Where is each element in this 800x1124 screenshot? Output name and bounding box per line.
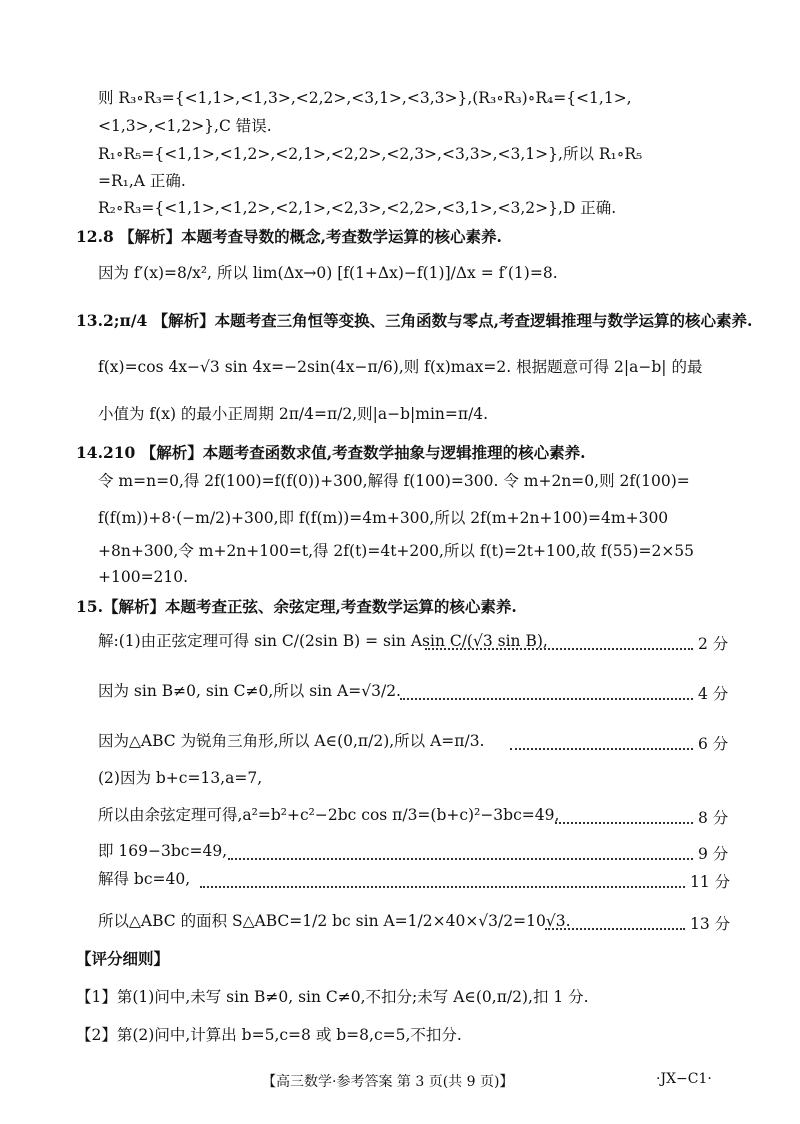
- rubric-item-2: 【2】第(2)问中,计算出 b=5,c=8 或 b=8,c=5,不扣分.: [76, 1026, 462, 1044]
- dotted-leader: [510, 746, 693, 750]
- q15-score-5: 8 分: [698, 809, 729, 827]
- dotted-leader: [400, 696, 693, 700]
- q14-line-4: +100=210.: [98, 568, 189, 586]
- q15-score-2: 4 分: [698, 685, 729, 703]
- q15-step-3: 因为△ABC 为锐角三角形,所以 A∈(0,π/2),所以 A=π/3.: [98, 732, 485, 750]
- relation-line-5: R₂∘R₃={<1,1>,<1,2>,<2,1>,<2,3>,<2,2>,<3,1>,<3,2>},D 正确.: [98, 199, 617, 217]
- q15-step-4: (2)因为 b+c=13,a=7,: [98, 769, 263, 787]
- q12-heading: 12.8 【解析】本题考查导数的概念,考查数学运算的核心素养.: [76, 227, 502, 246]
- q15-step-5: 所以由余弦定理可得,a²=b²+c²−2bc cos π/3=(b+c)²−3bc=49,: [98, 806, 560, 824]
- q14-line-2: f(f(m))+8·(−m/2)+300,即 f(f(m))=4m+300,所以 2f(m+2n+100)=4m+300: [98, 509, 669, 527]
- relation-line-4: =R₁,A 正确.: [98, 172, 186, 190]
- q14-heading: 14.210 【解析】本题考查函数求值,考查数学抽象与逻辑推理的核心素养.: [76, 443, 586, 462]
- q13-body-1: f(x)=cos 4x−√3 sin 4x=−2sin(4x−π/6),则 f(x)max=2. 根据题意可得 2|a−b| 的最: [98, 358, 703, 376]
- q15-step-2: 因为 sin B≠0, sin C≠0,所以 sin A=√3/2.: [98, 682, 401, 700]
- rubric-item-1: 【1】第(1)问中,未写 sin B≠0, sin C≠0,不扣分;未写 A∈(0,π/2),扣 1 分.: [76, 988, 589, 1006]
- rubric-title: 【评分细则】: [76, 949, 170, 968]
- dotted-leader: [228, 856, 693, 860]
- page-footer: 【高三数学·参考答案 第 3 页(共 9 页)】: [262, 1074, 514, 1090]
- q15-score-8: 13 分: [690, 915, 731, 933]
- relation-line-3: R₁∘R₅={<1,1>,<1,2>,<2,1>,<2,2>,<2,3>,<3,3>,<3,1>},所以 R₁∘R₅: [98, 145, 643, 163]
- q15-step-1: 解:(1)由正弦定理可得 sin C/(2sin B) = sin Asin C/(√3 sin B),: [98, 632, 548, 650]
- dotted-leader: [200, 884, 685, 888]
- q14-line-1: 令 m=n=0,得 2f(100)=f(f(0))+300,解得 f(100)=300. 令 m+2n=0,则 2f(100)=: [98, 472, 690, 490]
- dotted-leader: [555, 820, 693, 824]
- relation-line-1: 则 R₃∘R₃={<1,1>,<1,3>,<2,2>,<3,1>,<3,3>},(R₃∘R₃)∘R₄={<1,1>,: [98, 89, 632, 107]
- q15-heading: 15.【解析】本题考查正弦、余弦定理,考查数学运算的核心素养.: [76, 597, 517, 616]
- q12-body: 因为 f′(x)=8/x², 所以 lim(Δx→0) [f(1+Δx)−f(1)]/Δx = f′(1)=8.: [98, 264, 558, 282]
- q14-line-3: +8n+300,令 m+2n+100=t,得 2f(t)=4t+200,所以 f(t)=2t+100,故 f(55)=2×55: [98, 542, 695, 560]
- q15-step-6: 即 169−3bc=49,: [98, 842, 228, 860]
- relation-line-2: <1,3>,<1,2>},C 错误.: [98, 117, 272, 135]
- q15-score-1: 2 分: [698, 635, 729, 653]
- q15-step-7: 解得 bc=40,: [98, 870, 191, 888]
- q13-heading: 13.2;π/4 【解析】本题考查三角恒等变换、三角函数与零点,考查逻辑推理与数学运算的核心素养.: [76, 311, 753, 330]
- q15-score-6: 9 分: [698, 845, 729, 863]
- q13-body-2: 小值为 f(x) 的最小正周期 2π/4=π/2,则|a−b|min=π/4.: [98, 405, 489, 423]
- q15-score-3: 6 分: [698, 735, 729, 753]
- dotted-leader: [425, 646, 693, 650]
- dotted-leader: [545, 926, 685, 930]
- q15-step-8: 所以△ABC 的面积 S△ABC=1/2 bc sin A=1/2×40×√3/2=10√3.: [98, 912, 571, 930]
- q15-score-7: 11 分: [690, 873, 731, 891]
- page-code: ·JX−C1·: [656, 1071, 712, 1087]
